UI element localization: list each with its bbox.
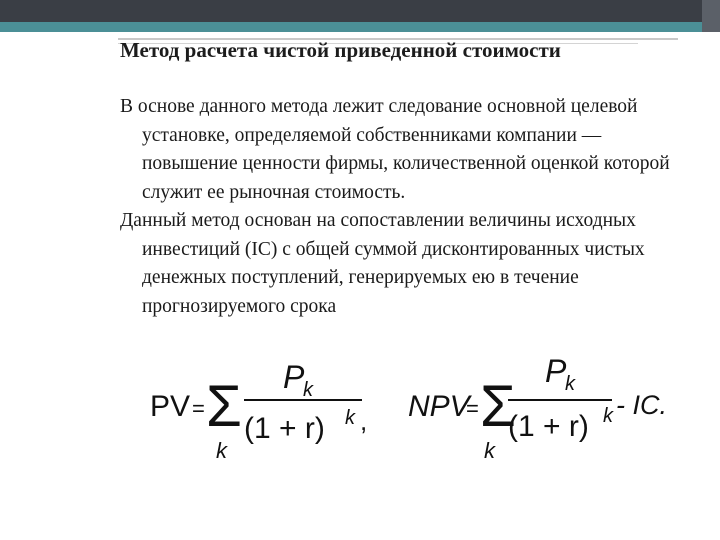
npv-sum-index: k — [484, 438, 495, 463]
npv-numerator-subscript: k — [565, 373, 575, 395]
pv-equals: = — [192, 396, 205, 421]
pv-numerator-subscript: k — [303, 379, 313, 401]
pv-formula — [150, 359, 367, 463]
paragraph-method-basis: В основе данного метода лежит следование основной целевой установке, определяемой собственниками компании — повышение ценности фирмы, количественной оценкой которой служит ее рыночная стоимость. — [120, 96, 670, 203]
header-accent-bar — [0, 22, 720, 32]
npv-formula — [408, 353, 667, 463]
slide-body — [120, 93, 680, 321]
pv-lhs: PV — [150, 390, 191, 423]
npv-lhs: NPV — [408, 390, 470, 423]
pv-denominator: (1 + r) — [244, 412, 325, 445]
pv-denominator-exponent: k — [345, 407, 355, 429]
npv-trailing-term: - IC. — [616, 390, 667, 420]
pv-sum-sign: Σ — [206, 374, 242, 439]
formulas — [140, 350, 680, 470]
npv-denominator: (1 + r) — [508, 410, 589, 443]
npv-sum-sign: Σ — [480, 374, 516, 439]
npv-equals: = — [466, 396, 479, 421]
npv-denominator-exponent: k — [603, 405, 613, 427]
header-bar — [0, 0, 720, 22]
pv-sum-index: k — [216, 438, 227, 463]
slide-title: Метод расчета чистой приведенной стоимости — [120, 38, 561, 62]
header-corner-block — [702, 0, 720, 32]
pv-numerator: P — [283, 359, 305, 395]
npv-numerator: P — [545, 353, 567, 389]
paragraph-method-comparison: Данный метод основан на сопоставлении величины исходных инвестиций (IC) с общей суммой дисконтированных чистых денежных поступлений, генерируемых ею в течение прогнозируемого срока — [120, 210, 645, 317]
pv-trailing-comma: , — [360, 406, 368, 436]
